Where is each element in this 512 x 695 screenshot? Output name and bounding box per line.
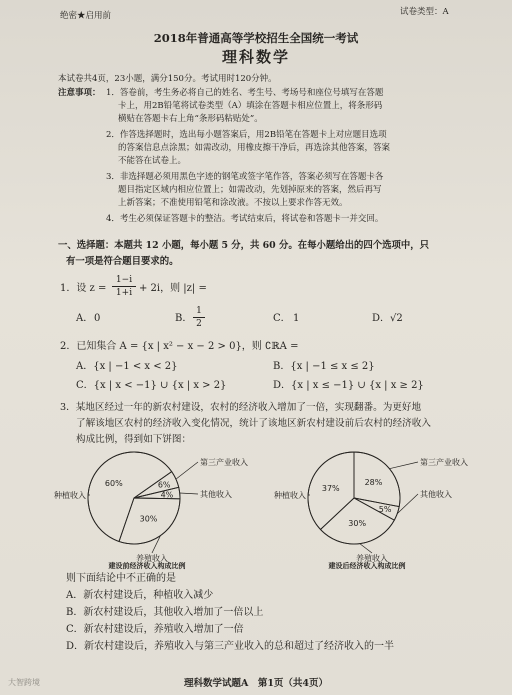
q1-option-c-label: C．: [273, 313, 291, 324]
note-line: 2．作答选择题时，选出每小题答案后，用2B铅笔在答题卡上对应题目选项: [106, 130, 387, 140]
note-line: 上新答案；不准使用铅笔和涂改液。不按以上要求作答无效。: [118, 198, 348, 208]
leader-line: [360, 544, 372, 553]
pie-slice-percent: 60%: [104, 478, 123, 488]
pie-slice-percent: 30%: [348, 519, 367, 529]
paper-type-label: 试卷类型：A: [400, 7, 449, 17]
q1-option-d-label: D．: [372, 313, 391, 324]
q1-stem-prefix: 1．设 z =: [60, 283, 107, 294]
pie-chart-caption: 建设前经济收入构成比例: [108, 562, 186, 570]
note-line: 1．答卷前，考生务必将自己的姓名、考生号、考场号和座位号填写在答题: [106, 88, 384, 98]
subject-title: 理科数学: [221, 48, 290, 66]
pie-category-label: 其他收入: [420, 490, 452, 499]
q2-option-a: A．{x | −1 < x < 2}: [76, 361, 178, 372]
q2-option-b: B．{x | −1 ≤ x ≤ 2}: [273, 361, 375, 372]
fraction-bar: [112, 286, 136, 287]
pie-category-label: 种植收入: [274, 491, 306, 500]
note-line: 4．考生必须保证答题卡的整洁。考试结束后，将试卷和答题卡一并交回。: [106, 214, 384, 224]
pie-slice-percent: 4%: [160, 490, 174, 500]
note-line: 不能答在试卷上。: [118, 156, 187, 166]
q3-stem-line: 构成比例，得到如下饼图：: [76, 434, 192, 445]
q1-option-b-numerator: 1: [196, 306, 202, 316]
note-line: 卡上，用2B铅笔将试卷类型（A）填涂在答题卡相应位置上，将条形码: [118, 101, 383, 111]
q1-option-b-denominator: 2: [196, 319, 202, 329]
paper-summary: 本试卷共4页，23小题，满分150分。考试用时120分钟。: [58, 74, 277, 84]
note-line: 的答案信息点涂黑；如需改动，用橡皮擦干净后，再选涂其他答案，答案: [118, 143, 391, 153]
q2-option-c: C．{x | x < −1} ∪ {x | x > 2}: [76, 380, 227, 391]
pie-chart-before: [52, 440, 302, 570]
q2-option-d: D．{x | x ≤ −1} ∪ {x | x ≥ 2}: [273, 380, 424, 391]
pie-category-label: 第三产业收入: [200, 458, 248, 467]
pie-category-label: 养殖收入: [136, 554, 168, 563]
q3-option-a: A．新农村建设后，种植收入减少: [66, 590, 214, 601]
q1-fraction-denominator: 1+i: [115, 288, 133, 298]
leader-line: [180, 493, 198, 494]
pie-chart-after: [272, 440, 512, 570]
note-line: 3．非选择题必须用黑色字迹的钢笔或签字笔作答，答案必须写在答题卡各: [106, 172, 384, 182]
page-footer: 理科数学试题A 第1页（共4页）: [183, 678, 329, 689]
q1-fraction: [112, 275, 136, 298]
fraction-bar: [193, 317, 205, 318]
pie-slice-percent: 6%: [157, 480, 171, 490]
pie-category-label: 其他收入: [200, 490, 232, 499]
note-line: 横贴在答题卡右上角“条形码粘贴处”。: [118, 114, 263, 124]
leader-line: [176, 462, 198, 479]
pie-chart-caption: 建设后经济收入构成比例: [328, 562, 406, 570]
q3-stem-line: 了解该地区农村的经济收入变化情况，统计了该地区新农村建设前后农村的经济收入: [76, 418, 431, 429]
leader-line: [389, 462, 418, 469]
section-heading-cont: 有一项是符合题目要求的。: [66, 256, 179, 267]
q1-option-a-value: 0: [94, 313, 101, 324]
notes-label: 注意事项：: [58, 88, 101, 98]
pie-slice-percent: 30%: [139, 514, 158, 524]
q1-stem-suffix: + 2i，则 |z| =: [139, 283, 207, 294]
pie-category-label: 种植收入: [54, 491, 86, 500]
q1-option-a-label: A．: [76, 313, 94, 324]
note-line: 题目指定区域内相应位置上；如需改动，先划掉原来的答案，然后再写: [118, 185, 382, 195]
q2-stem: 2．已知集合 A = {x | x² − x − 2 > 0}，则 ∁ℝA =: [60, 341, 299, 352]
pie-slice: [88, 452, 172, 541]
q3-option-c: C．新农村建设后，养殖收入增加了一倍: [66, 624, 244, 635]
q1-option-d-value: √2: [390, 313, 403, 324]
pie-category-label: 第三产业收入: [420, 458, 468, 467]
section-heading: 一、选择题：本题共 12 小题，每小题 5 分，共 60 分。在每小题给出的四个选项中，只: [58, 240, 429, 251]
q3-option-d: D．新农村建设后，养殖收入与第三产业收入的总和超过了经济收入的一半: [66, 641, 395, 652]
exam-title: 2018年普通高等学校招生全国统一考试: [153, 31, 359, 45]
q3-stem-line: 3．某地区经过一年的新农村建设，农村的经济收入增加了一倍，实现翻番。为更好地: [60, 402, 422, 413]
q1-fraction-numerator: 1−i: [115, 275, 133, 285]
pie-slice-percent: 37%: [321, 483, 340, 493]
watermark-label: 大智跨境: [8, 678, 40, 687]
q3-option-b: B．新农村建设后，其他收入增加了一倍以上: [66, 607, 264, 618]
q3-prompt: 则下面结论中不正确的是: [66, 573, 176, 584]
q1-option-b-fraction: [193, 306, 205, 329]
secret-label: 绝密★启用前: [60, 11, 112, 21]
q1-option-b-label: B．: [175, 313, 193, 324]
pie-category-label: 养殖收入: [356, 554, 388, 563]
pie-slice-percent: 28%: [364, 477, 383, 487]
q1-option-c-value: 1: [293, 313, 300, 324]
pie-slice-percent: 5%: [378, 505, 392, 515]
